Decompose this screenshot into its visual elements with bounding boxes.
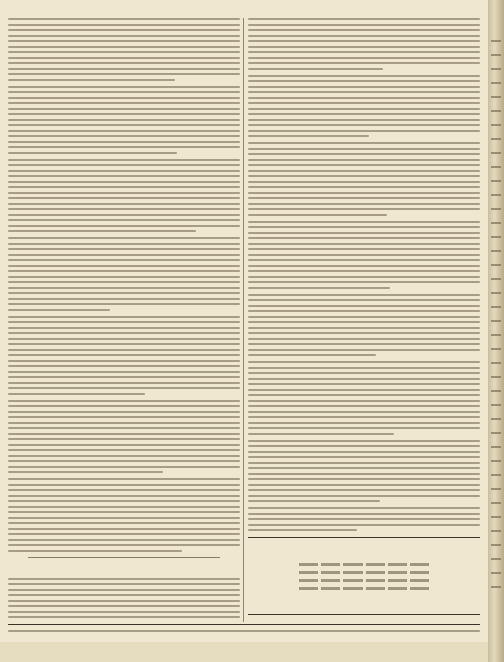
text-line-placeholder [248, 478, 480, 480]
text-line-placeholder [248, 270, 480, 272]
text-line-placeholder [248, 332, 480, 334]
text-line-placeholder [8, 86, 240, 88]
text-line-placeholder [8, 152, 177, 154]
text-line-placeholder [248, 221, 480, 223]
text-line-placeholder [8, 354, 240, 356]
text-line-placeholder [8, 544, 240, 546]
text-line-placeholder [8, 230, 196, 232]
imprint-line-placeholder [8, 630, 480, 632]
facing-page-text-fragment [491, 40, 501, 42]
text-line-placeholder [8, 35, 240, 37]
text-line-placeholder [248, 321, 480, 323]
text-line-placeholder [248, 276, 480, 278]
text-line-placeholder [8, 79, 175, 81]
text-line-placeholder [8, 73, 240, 75]
text-line-placeholder [248, 46, 480, 48]
text-line-placeholder [248, 254, 480, 256]
text-line-placeholder [8, 327, 240, 329]
text-line-placeholder [248, 451, 480, 453]
text-line-placeholder [8, 68, 240, 70]
text-line-placeholder [248, 142, 480, 144]
facing-page-text-fragment [491, 208, 501, 210]
text-line-placeholder [8, 376, 240, 378]
text-line-placeholder [8, 605, 240, 607]
text-line-placeholder [8, 18, 240, 20]
facing-page-text-fragment [491, 404, 501, 406]
text-line-placeholder [8, 287, 240, 289]
text-line-placeholder [8, 237, 240, 239]
text-line-placeholder [248, 265, 480, 267]
text-line-placeholder [248, 495, 480, 497]
text-line-placeholder [248, 422, 480, 424]
text-line-placeholder [248, 372, 480, 374]
puzzle-cell [299, 571, 318, 574]
puzzle-cell [388, 563, 407, 566]
text-line-placeholder [8, 433, 240, 435]
text-line-placeholder [8, 478, 240, 480]
text-line-placeholder [248, 135, 369, 137]
text-line-placeholder [248, 113, 480, 115]
text-line-placeholder [248, 181, 480, 183]
text-line-placeholder [248, 473, 480, 475]
text-line-placeholder [248, 411, 480, 413]
text-line-placeholder [248, 440, 480, 442]
text-line-placeholder [248, 259, 480, 261]
facing-page-text-fragment [491, 474, 501, 476]
text-line-placeholder [8, 393, 145, 395]
text-line-placeholder [248, 124, 480, 126]
imprint-footer [8, 624, 480, 640]
puzzle-cell [366, 571, 385, 574]
text-line-placeholder [8, 298, 240, 300]
text-line-placeholder [8, 316, 240, 318]
text-line-placeholder [248, 416, 480, 418]
text-line-placeholder [248, 148, 480, 150]
text-line-placeholder [248, 361, 480, 363]
text-line-placeholder [8, 460, 240, 462]
text-line-placeholder [8, 203, 240, 205]
text-line-placeholder [8, 225, 240, 227]
text-line-placeholder [8, 276, 240, 278]
facing-page-text-fragment [491, 446, 501, 448]
puzzle-cell [299, 579, 318, 582]
text-line-placeholder [8, 533, 240, 535]
facing-page-text-fragment [491, 138, 501, 140]
text-line-placeholder [8, 214, 240, 216]
text-line-placeholder [8, 360, 240, 362]
text-line-placeholder [248, 467, 480, 469]
text-line-placeholder [8, 119, 240, 121]
text-line-placeholder [248, 159, 480, 161]
text-line-placeholder [248, 102, 480, 104]
text-line-placeholder [8, 616, 240, 618]
facing-page-text-fragment [491, 558, 501, 560]
text-line-placeholder [248, 35, 480, 37]
text-line-placeholder [8, 113, 240, 115]
text-line-placeholder [248, 327, 480, 329]
left-lines [8, 18, 240, 552]
facing-page-text-fragment [491, 278, 501, 280]
text-line-placeholder [248, 394, 480, 396]
facing-page-text-fragment [491, 544, 501, 546]
text-line-placeholder [248, 62, 480, 64]
text-line-placeholder [248, 507, 480, 509]
text-line-placeholder [8, 259, 240, 261]
text-line-placeholder [248, 119, 480, 121]
text-line-placeholder [8, 309, 110, 311]
text-line-placeholder [248, 192, 480, 194]
text-line-placeholder [248, 343, 480, 345]
puzzle-row [299, 578, 429, 583]
text-line-placeholder [248, 405, 480, 407]
text-line-placeholder [248, 108, 480, 110]
text-line-placeholder [8, 371, 240, 373]
facing-page-text-fragment [491, 418, 501, 420]
section-rule [28, 557, 220, 558]
left-column-text [8, 18, 240, 618]
left-column [8, 18, 240, 618]
text-line-placeholder [8, 365, 240, 367]
text-line-placeholder [8, 506, 240, 508]
text-line-placeholder [248, 57, 480, 59]
text-line-placeholder [248, 29, 480, 31]
puzzle-cell [343, 571, 362, 574]
text-line-placeholder [8, 46, 240, 48]
text-line-placeholder [8, 164, 240, 166]
text-line-placeholder [8, 484, 240, 486]
text-line-placeholder [8, 466, 240, 468]
text-line-placeholder [8, 108, 240, 110]
puzzle-cell [321, 587, 340, 590]
text-line-placeholder [248, 68, 383, 70]
text-line-placeholder [248, 226, 480, 228]
text-line-placeholder [248, 349, 480, 351]
text-line-placeholder [248, 500, 380, 502]
text-line-placeholder [8, 102, 240, 104]
puzzle-row [299, 586, 429, 591]
text-line-placeholder [8, 243, 240, 245]
text-line-placeholder [248, 197, 480, 199]
text-line-placeholder [8, 594, 240, 596]
text-line-placeholder [8, 292, 240, 294]
puzzle-cell [366, 587, 385, 590]
puzzle-cell [321, 579, 340, 582]
text-line-placeholder [8, 97, 240, 99]
text-line-placeholder [248, 305, 480, 307]
text-line-placeholder [8, 416, 240, 418]
text-line-placeholder [248, 91, 480, 93]
text-line-placeholder [8, 219, 240, 221]
facing-page-text-fragment [491, 180, 501, 182]
facing-page-text-fragment [491, 488, 501, 490]
facing-page-text-fragment [491, 68, 501, 70]
facing-page-text-fragment [491, 502, 501, 504]
facing-page-text-fragment [491, 264, 501, 266]
text-line-placeholder [8, 449, 240, 451]
text-line-placeholder [8, 51, 240, 53]
facing-page-text-fragment [491, 222, 501, 224]
facing-page-text-fragment [491, 586, 501, 588]
puzzle-grid [248, 562, 480, 591]
text-line-placeholder [248, 367, 480, 369]
text-line-placeholder [248, 80, 480, 82]
puzzle-cell [388, 587, 407, 590]
puzzle-cell [299, 587, 318, 590]
text-line-placeholder [8, 589, 240, 591]
puzzle-box [248, 537, 480, 615]
puzzle-cell [343, 563, 362, 566]
facing-page-text-fragment [491, 306, 501, 308]
text-line-placeholder [248, 316, 480, 318]
text-line-placeholder [8, 349, 240, 351]
facing-page-text-fragment [491, 54, 501, 56]
text-line-placeholder [248, 24, 480, 26]
text-line-placeholder [8, 517, 240, 519]
text-line-placeholder [8, 511, 240, 513]
facing-page-text-fragment [491, 110, 501, 112]
text-line-placeholder [8, 522, 240, 524]
text-line-placeholder [8, 254, 240, 256]
text-line-placeholder [8, 400, 240, 402]
text-line-placeholder [8, 91, 240, 93]
text-line-placeholder [8, 438, 240, 440]
text-line-placeholder [8, 611, 240, 613]
text-line-placeholder [8, 186, 240, 188]
facing-page-text-fragment [491, 82, 501, 84]
puzzle-cell [321, 563, 340, 566]
facing-page-text-fragment [491, 348, 501, 350]
text-line-placeholder [248, 281, 480, 283]
text-line-placeholder [8, 192, 240, 194]
text-line-placeholder [8, 471, 163, 473]
text-line-placeholder [248, 208, 480, 210]
text-line-placeholder [248, 18, 480, 20]
facing-page-text-fragment [491, 530, 501, 532]
text-line-placeholder [248, 529, 357, 531]
text-line-placeholder [248, 518, 480, 520]
text-line-placeholder [248, 248, 480, 250]
text-line-placeholder [8, 265, 240, 267]
text-line-placeholder [8, 159, 240, 161]
text-line-placeholder [248, 294, 480, 296]
text-line-placeholder [8, 57, 240, 59]
facing-page-text-fragment [491, 124, 501, 126]
text-line-placeholder [248, 40, 480, 42]
text-line-placeholder [248, 484, 480, 486]
text-line-placeholder [8, 124, 240, 126]
text-line-placeholder [8, 175, 240, 177]
puzzle-cell [410, 563, 429, 566]
text-line-placeholder [8, 539, 240, 541]
puzzle-cell [388, 571, 407, 574]
text-line-placeholder [248, 237, 480, 239]
text-line-placeholder [8, 382, 240, 384]
text-line-placeholder [248, 524, 480, 526]
text-line-placeholder [8, 321, 240, 323]
text-line-placeholder [8, 427, 240, 429]
facing-page-text-fragment [491, 432, 501, 434]
facing-page-text-fragment [491, 334, 501, 336]
facing-page-text-fragment [491, 320, 501, 322]
text-line-placeholder [8, 248, 240, 250]
puzzle-cell [410, 571, 429, 574]
puzzle-cell [299, 563, 318, 566]
text-line-placeholder [248, 462, 480, 464]
puzzle-title [248, 548, 480, 557]
facing-page-text-fragment [491, 194, 501, 196]
text-line-placeholder [8, 387, 240, 389]
text-line-placeholder [248, 75, 480, 77]
text-line-placeholder [248, 153, 480, 155]
text-line-placeholder [8, 528, 240, 530]
column-divider [243, 18, 244, 622]
text-line-placeholder [248, 354, 376, 356]
text-line-placeholder [248, 445, 480, 447]
text-line-placeholder [248, 186, 480, 188]
text-line-placeholder [8, 332, 240, 334]
text-line-placeholder [248, 338, 480, 340]
facing-page-text-fragment [491, 166, 501, 168]
text-line-placeholder [248, 130, 480, 132]
text-line-placeholder [8, 146, 240, 148]
text-line-placeholder [8, 62, 240, 64]
text-line-placeholder [8, 338, 240, 340]
text-line-placeholder [8, 495, 240, 497]
text-line-placeholder [248, 378, 480, 380]
text-line-placeholder [8, 489, 240, 491]
text-line-placeholder [248, 400, 480, 402]
text-line-placeholder [248, 299, 480, 301]
facing-page-text-fragment [491, 390, 501, 392]
text-line-placeholder [248, 170, 480, 172]
puzzle-caption [248, 597, 480, 606]
text-line-placeholder [248, 489, 480, 491]
facing-page-text-fragment [491, 96, 501, 98]
facing-page-text-fragment [491, 362, 501, 364]
text-line-placeholder [8, 405, 240, 407]
text-line-placeholder [248, 175, 480, 177]
text-line-placeholder [8, 422, 240, 424]
text-line-placeholder [248, 51, 480, 53]
text-line-placeholder [8, 303, 240, 305]
facing-page-edge [488, 0, 504, 662]
text-line-placeholder [8, 197, 240, 199]
text-line-placeholder [8, 170, 240, 172]
puzzle-row [299, 570, 429, 575]
section-lines [8, 578, 240, 619]
text-line-placeholder [8, 29, 240, 31]
text-line-placeholder [248, 86, 480, 88]
right-column-text [248, 18, 480, 618]
text-line-placeholder [248, 164, 480, 166]
text-line-placeholder [8, 500, 240, 502]
text-line-placeholder [8, 411, 240, 413]
text-line-placeholder [248, 513, 480, 515]
puzzle-cell [366, 563, 385, 566]
text-line-placeholder [8, 208, 240, 210]
facing-page-text-fragment [491, 460, 501, 462]
text-line-placeholder [8, 600, 240, 602]
facing-page-text-fragment [491, 236, 501, 238]
text-line-placeholder [8, 550, 182, 552]
puzzle-cell [366, 579, 385, 582]
text-line-placeholder [8, 130, 240, 132]
puzzle-cell [388, 579, 407, 582]
right-column [248, 18, 480, 618]
section-title-vermischtes [8, 564, 240, 573]
text-line-placeholder [248, 214, 387, 216]
text-line-placeholder [8, 181, 240, 183]
text-line-placeholder [8, 270, 240, 272]
text-line-placeholder [8, 578, 240, 580]
text-line-placeholder [8, 141, 240, 143]
text-line-placeholder [248, 97, 480, 99]
facing-page-text-fragment [491, 292, 501, 294]
text-line-placeholder [248, 232, 480, 234]
text-line-placeholder [8, 583, 240, 585]
text-line-placeholder [248, 389, 480, 391]
text-line-placeholder [248, 456, 480, 458]
puzzle-cell [410, 579, 429, 582]
text-line-placeholder [8, 40, 240, 42]
bottom-margin [0, 642, 488, 662]
text-line-placeholder [8, 135, 240, 137]
puzzle-cell [321, 571, 340, 574]
text-line-placeholder [248, 383, 480, 385]
facing-page-text-fragment [491, 376, 501, 378]
text-line-placeholder [248, 287, 390, 289]
text-line-placeholder [248, 310, 480, 312]
text-line-placeholder [248, 243, 480, 245]
puzzle-cell [343, 579, 362, 582]
text-line-placeholder [248, 433, 394, 435]
text-line-placeholder [8, 455, 240, 457]
text-line-placeholder [8, 281, 240, 283]
facing-page-text-fragment [491, 572, 501, 574]
facing-page-text-fragment [491, 250, 501, 252]
text-line-placeholder [8, 24, 240, 26]
puzzle-cell [343, 587, 362, 590]
text-line-placeholder [248, 427, 480, 429]
facing-page-text-fragment [491, 152, 501, 154]
facing-page-text-fragment [491, 516, 501, 518]
puzzle-cell [410, 587, 429, 590]
text-line-placeholder [248, 203, 480, 205]
text-line-placeholder [8, 343, 240, 345]
right-lines [248, 18, 480, 531]
text-line-placeholder [8, 444, 240, 446]
puzzle-row [299, 562, 429, 567]
